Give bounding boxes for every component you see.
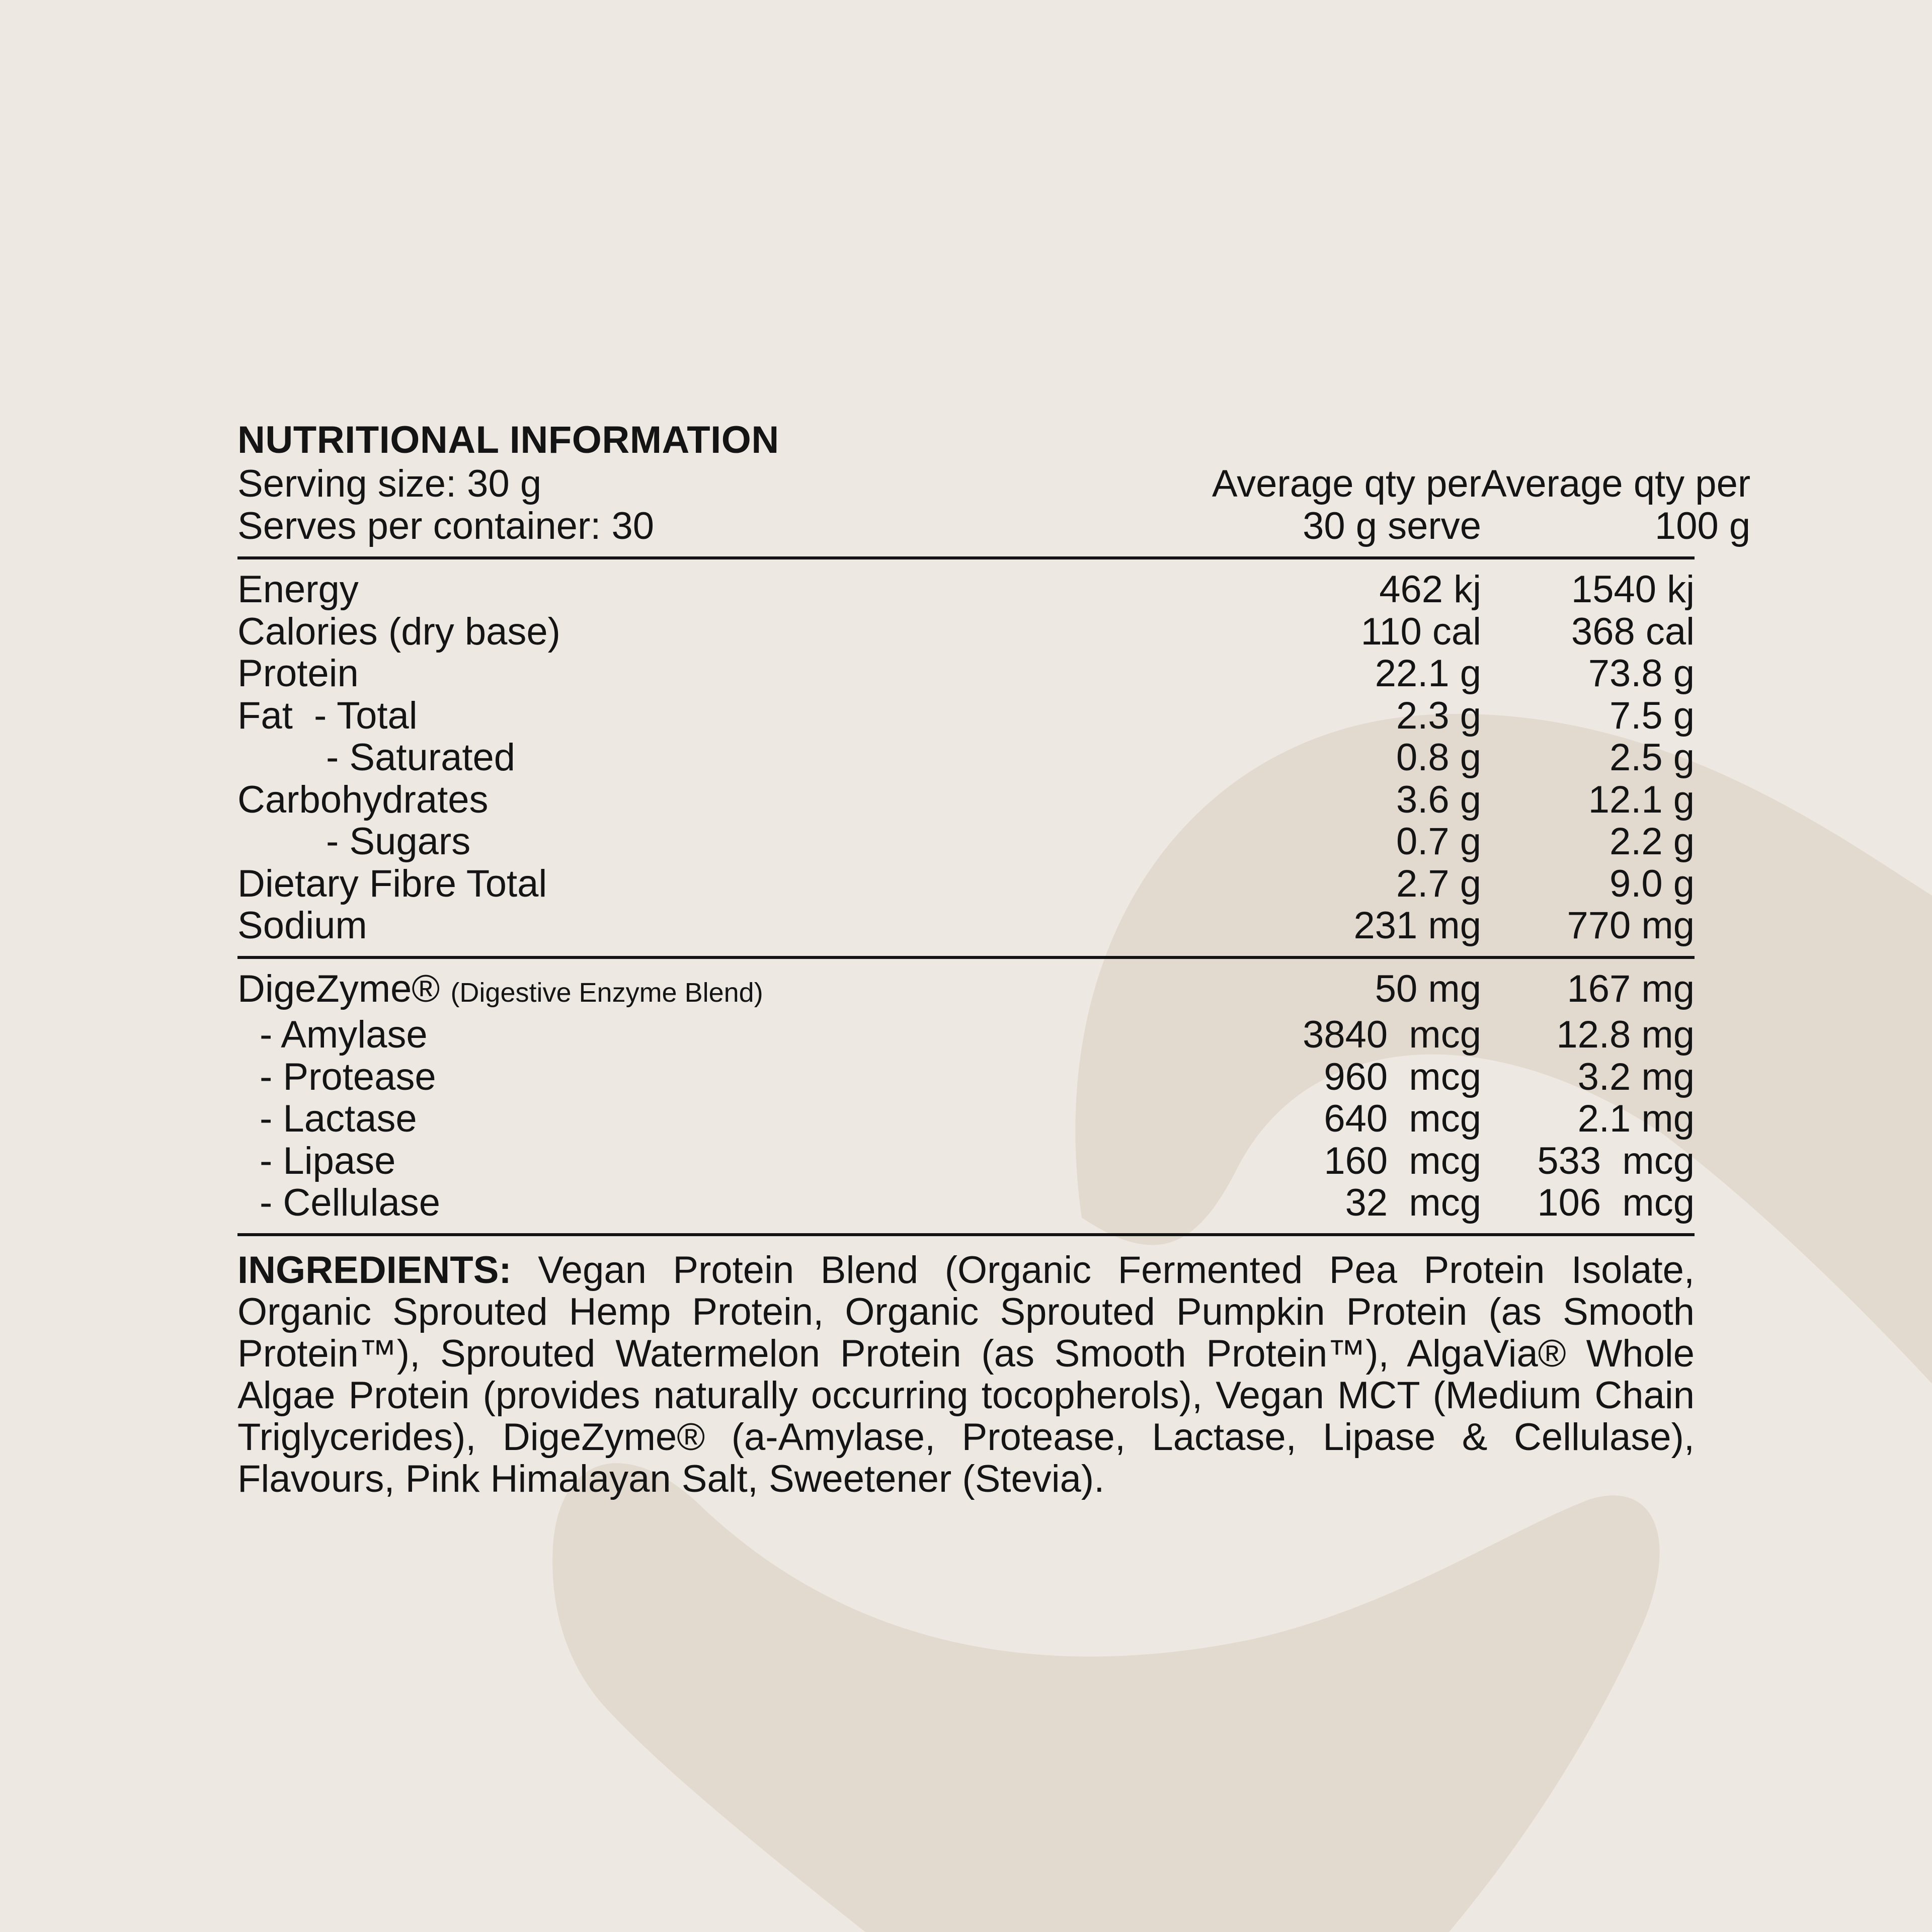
column-header-per-serve-line1: Average qty per	[1212, 462, 1481, 505]
enzyme-per-serve: 3840 mcg	[1303, 1013, 1481, 1056]
table-row	[237, 1014, 1695, 1056]
nutrient-name: Protein	[237, 652, 359, 695]
nutrient-per-100g: 73.8 g	[1588, 652, 1695, 695]
table-row	[237, 1056, 1695, 1098]
nutrient-name: Calories (dry base)	[237, 610, 560, 653]
enzyme-blend-note: (Digestive Enzyme Blend)	[450, 977, 763, 1008]
table-row	[237, 905, 1695, 947]
serving-info	[237, 463, 1042, 547]
enzyme-name: - Amylase	[260, 1013, 428, 1056]
nutrient-per-100g: 368 cal	[1571, 610, 1695, 653]
ingredients-label: INGREDIENTS:	[237, 1248, 512, 1292]
table-row	[237, 611, 1695, 653]
nutrient-name: Fat - Total	[237, 694, 418, 737]
nutrient-per-100g: 9.0 g	[1609, 862, 1695, 905]
nutrient-name: - Sugars	[326, 820, 471, 863]
nutrient-per-100g: 7.5 g	[1609, 694, 1695, 737]
nutrient-name: Dietary Fibre Total	[237, 862, 547, 905]
ingredients-paragraph	[237, 1249, 1695, 1500]
enzyme-per-100g: 106 mcg	[1537, 1181, 1695, 1224]
column-header-per-serve-line2: 30 g serve	[1303, 505, 1481, 547]
nutrient-per-serve: 231 mg	[1353, 904, 1481, 947]
nutrient-name: Sodium	[237, 904, 367, 947]
enzyme-blend-name	[237, 968, 1042, 1014]
enzyme-per-100g: 2.1 mg	[1577, 1097, 1695, 1140]
enzyme-per-100g: 533 mcg	[1537, 1139, 1695, 1182]
enzyme-blend-title: DigeZyme®	[237, 967, 440, 1010]
enzyme-name: - Lactase	[260, 1097, 417, 1140]
nutrient-per-serve: 22.1 g	[1375, 652, 1481, 695]
table-row	[237, 1140, 1695, 1182]
enzymes-section	[237, 959, 1695, 1236]
enzyme-per-100g: 167 mg	[1567, 967, 1695, 1010]
enzyme-per-serve: 32 mcg	[1345, 1181, 1481, 1224]
column-header-per-100g	[1481, 463, 1750, 547]
nutrient-per-100g: 2.5 g	[1609, 736, 1695, 779]
serving-size: Serving size: 30 g	[237, 462, 542, 505]
enzyme-per-100g: 12.8 mg	[1556, 1013, 1695, 1056]
serves-per-container: Serves per container: 30	[237, 505, 655, 547]
nutrient-per-serve: 3.6 g	[1396, 778, 1481, 821]
enzyme-per-serve: 640 mcg	[1324, 1097, 1481, 1140]
nutrient-name: - Saturated	[326, 736, 515, 779]
nutrient-per-serve: 2.3 g	[1396, 694, 1481, 737]
nutrient-per-serve: 0.7 g	[1396, 820, 1481, 863]
table-row	[237, 779, 1695, 821]
enzyme-per-serve: 50 mg	[1375, 967, 1481, 1010]
nutrient-name: Carbohydrates	[237, 778, 489, 821]
table-row	[237, 821, 1695, 863]
table-row	[237, 653, 1695, 695]
enzyme-name: - Protease	[260, 1055, 436, 1098]
table-row	[237, 695, 1695, 737]
nutrient-per-serve: 0.8 g	[1396, 736, 1481, 779]
column-header-per-100g-line2: 100 g	[1654, 505, 1751, 547]
table-header	[237, 462, 1751, 559]
ingredients-text: Vegan Protein Blend (Organic Fermented Pea Protein Isolate, Organic Sprouted Hemp Protein, Organic Sprouted Pumpkin Protein (as Smooth Protein™), Sprouted Watermelon Protein (as Smooth Protein™), AlgaVia® Whole Algae Protein (provides naturally occurring tocopherols), Vegan MCT (Medium Chain Triglycerides), DigeZyme® (a-Amylase, Protease, Lactase, Lipase & Cellulase), Flavours, Pink Himalayan Salt, Sweetener (Stevia).	[237, 1248, 1695, 1500]
table-row	[237, 1182, 1695, 1224]
nutrient-per-100g: 12.1 g	[1588, 778, 1695, 821]
enzyme-per-100g: 3.2 mg	[1577, 1055, 1695, 1098]
nutrient-per-serve: 2.7 g	[1396, 862, 1481, 905]
nutrient-per-serve: 110 cal	[1360, 610, 1481, 653]
enzyme-per-serve: 960 mcg	[1324, 1055, 1481, 1098]
table-row	[237, 968, 1695, 1014]
nutrient-per-serve: 462 kj	[1379, 568, 1481, 611]
nutrition-panel	[237, 418, 1751, 1538]
nutrient-per-100g: 770 mg	[1567, 904, 1695, 947]
enzyme-name: - Cellulase	[260, 1181, 441, 1224]
nutrient-per-100g: 2.2 g	[1609, 820, 1695, 863]
nutrients-section	[237, 559, 1695, 959]
table-row	[237, 737, 1695, 779]
column-header-per-serve	[1042, 463, 1481, 547]
panel-title: NUTRITIONAL INFORMATION	[237, 419, 779, 461]
enzyme-per-serve: 160 mcg	[1324, 1139, 1481, 1182]
nutrient-per-100g: 1540 kj	[1571, 568, 1695, 611]
column-header-per-100g-line1: Average qty per	[1481, 462, 1751, 505]
table-row	[237, 1098, 1695, 1140]
table-row	[237, 863, 1695, 905]
enzyme-name: - Lipase	[260, 1139, 396, 1182]
table-row	[237, 569, 1695, 611]
nutrient-name: Energy	[237, 568, 359, 611]
